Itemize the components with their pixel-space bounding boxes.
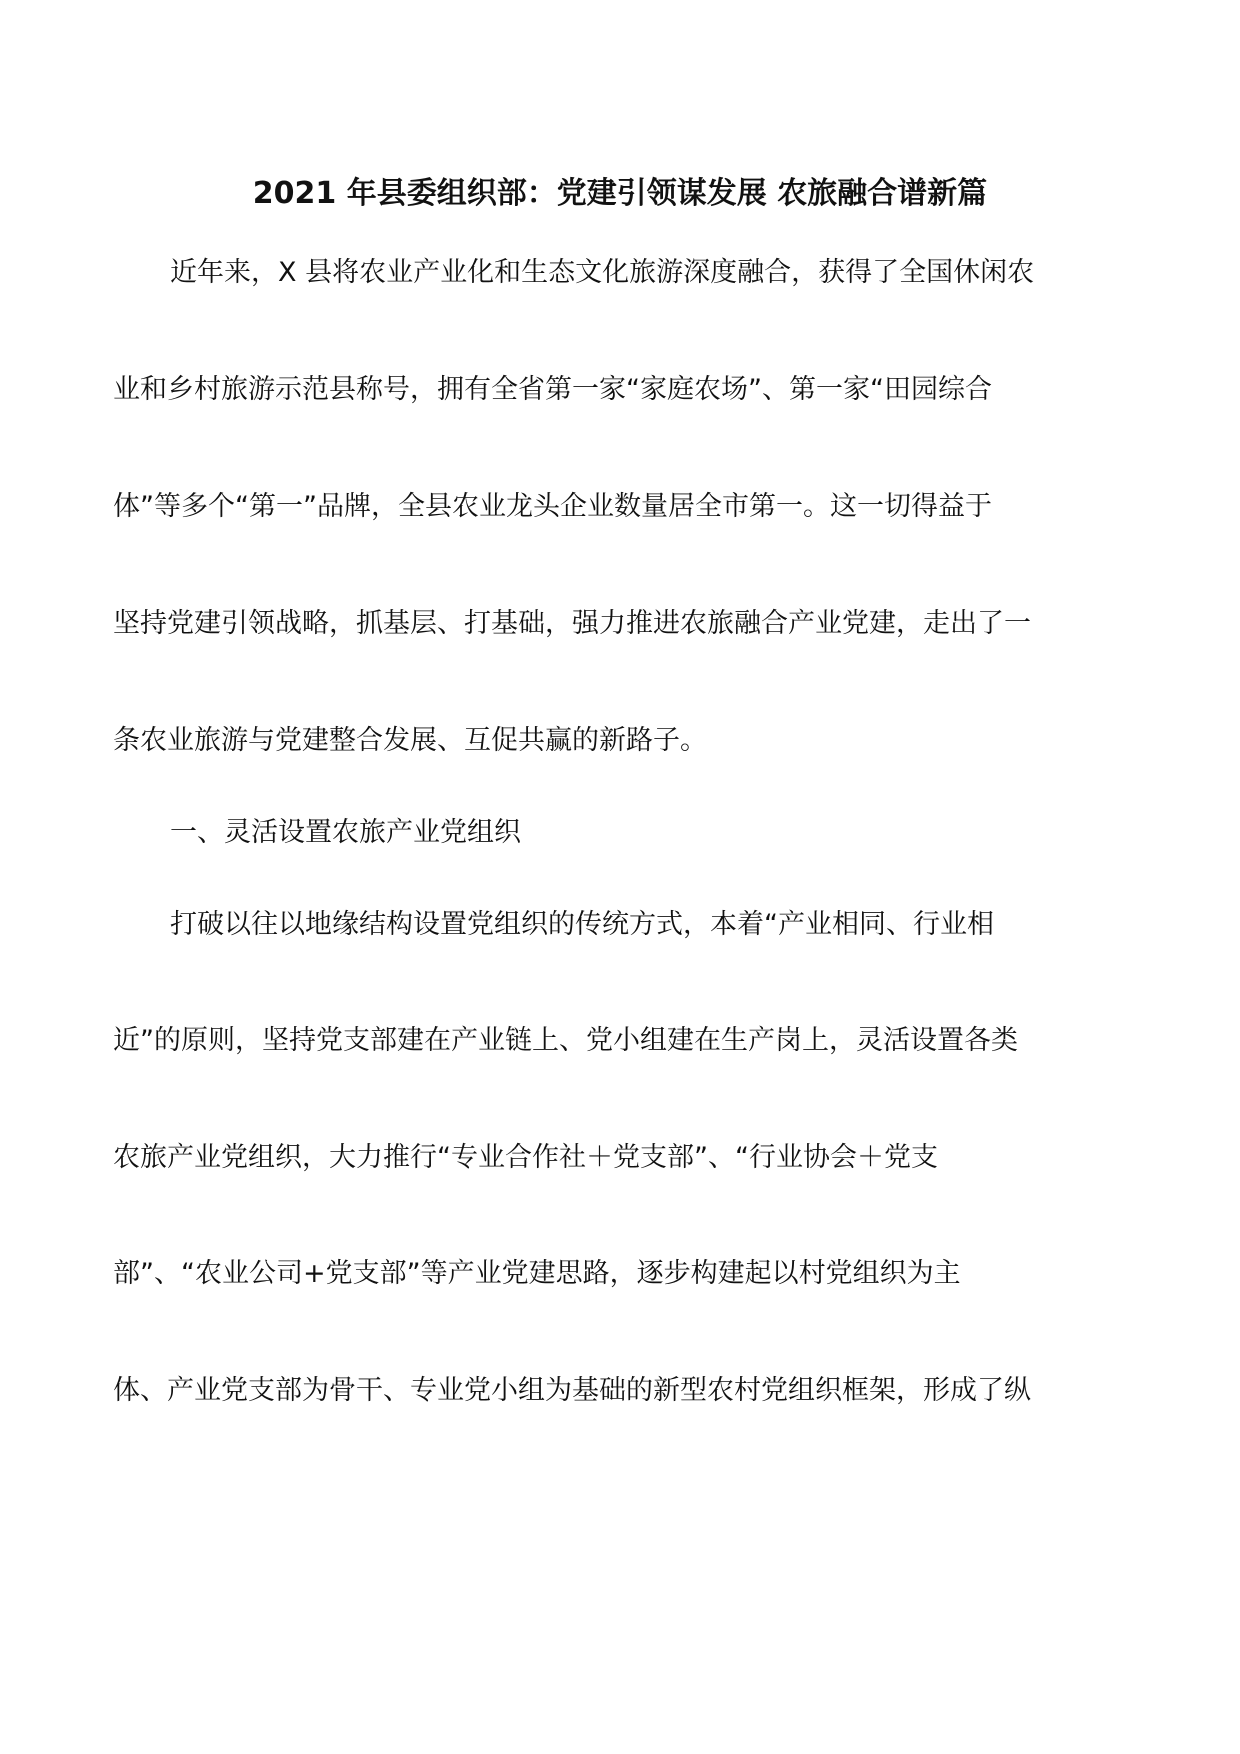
paragraph-1-line-3: 体”等多个“第一”品牌，全县农业龙头企业数量居全市第一。这一切得益于 — [113, 491, 992, 522]
paragraph-2-line-5: 体、产业党支部为骨干、专业党小组为基础的新型农村党组织框架，形成了纵 — [113, 1375, 1031, 1406]
paragraph-2-line-4: 部”、“农业公司+党支部”等产业党建思路，逐步构建起以村党组织为主 — [113, 1258, 961, 1289]
paragraph-1-line-5: 条农业旅游与党建整合发展、互促共赢的新路子。 — [113, 725, 707, 756]
paragraph-1-line-4: 坚持党建引领战略，抓基层、打基础，强力推进农旅融合产业党建，走出了一 — [113, 608, 1031, 639]
section-1-heading: 一、灵活设置农旅产业党组织 — [170, 817, 521, 848]
paragraph-2-line-2: 近”的原则，坚持党支部建在产业链上、党小组建在生产岗上，灵活设置各类 — [113, 1025, 1018, 1056]
document-title: 2021 年县委组织部：党建引领谋发展 农旅融合谱新篇 — [252, 176, 988, 211]
paragraph-1-line-2: 业和乡村旅游示范县称号，拥有全省第一家“家庭农场”、第一家“田园综合 — [113, 374, 992, 405]
paragraph-1-line-1: 近年来，X 县将农业产业化和生态文化旅游深度融合，获得了全国休闲农 — [170, 257, 1035, 288]
paragraph-2-line-3: 农旅产业党组织，大力推行“专业合作社＋党支部”、“行业协会＋党支 — [113, 1142, 938, 1173]
paragraph-2-line-1: 打破以往以地缘结构设置党组织的传统方式，本着“产业相同、行业相 — [170, 909, 994, 940]
